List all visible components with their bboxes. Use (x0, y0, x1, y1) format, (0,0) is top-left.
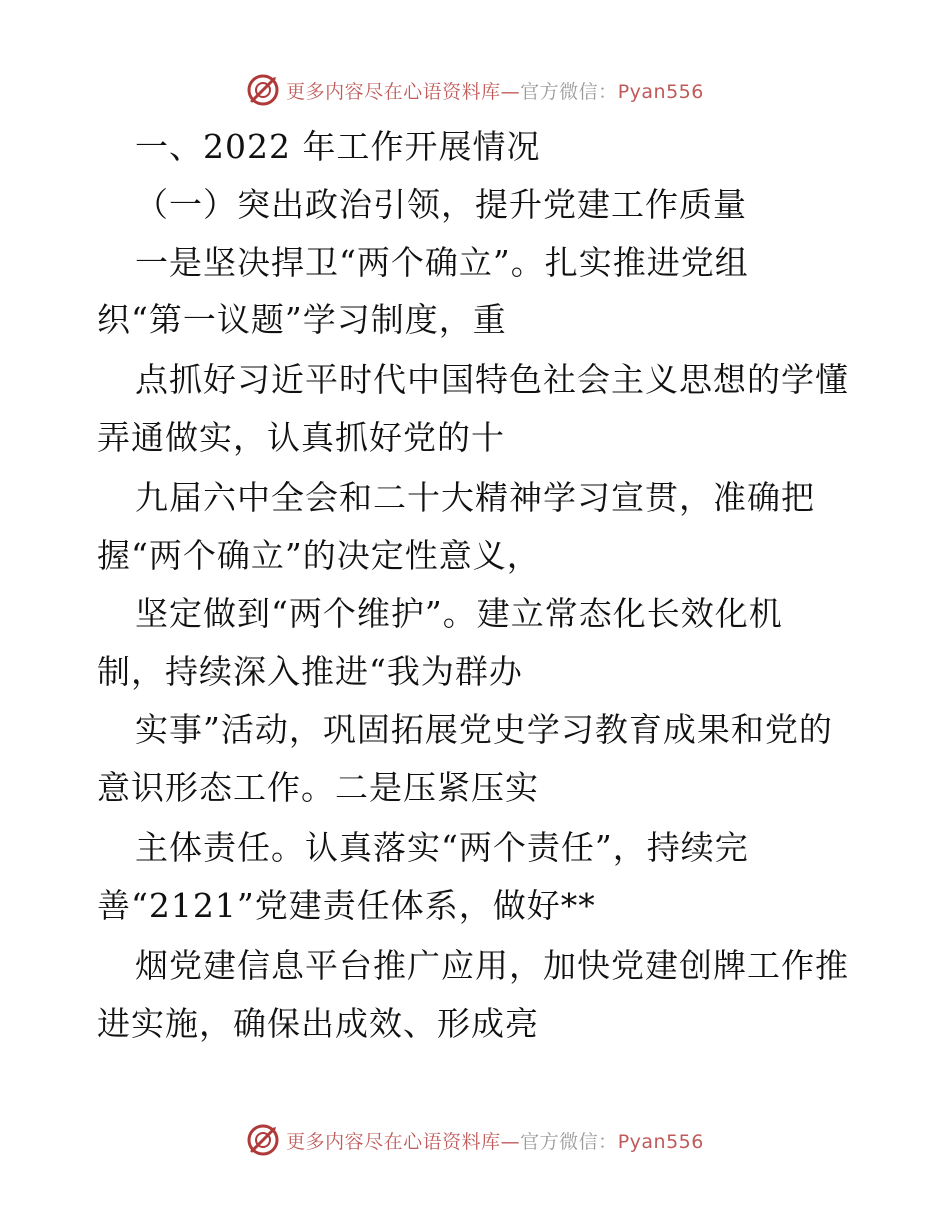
footer-banner-meta: 官方微信： (520, 1130, 618, 1153)
footer-banner-main: 更多内容尽在心语资料库 (286, 1130, 501, 1153)
paragraph-line: 主体责任。认真落实“两个责任”，持续完 (135, 828, 749, 867)
paragraph-line: 一是坚决捍卫“两个确立”。扎实推进党组 (135, 243, 749, 282)
footer-watermark-banner (0, 1120, 950, 1160)
header-banner-main: 更多内容尽在心语资料库 (286, 80, 501, 103)
header-banner-meta: 官方微信： (520, 80, 618, 103)
paragraph-line: 制，持续深入推进“我为群办 (97, 652, 523, 691)
footer-banner-separator: — (500, 1130, 521, 1153)
header-banner-separator: — (500, 80, 521, 103)
paragraph-line: 实事”活动，巩固拓展党史学习教育成果和党的 (135, 710, 833, 749)
paragraph-line: 进实施，确保出成效、形成亮 (97, 1004, 539, 1043)
footer-banner-wechat-id: Pyan556 (617, 1130, 704, 1153)
paragraph-line: 烟党建信息平台推广应用，加快党建创牌工作推 (135, 946, 849, 985)
paragraph-line: 织“第一议题”学习制度，重 (97, 300, 507, 339)
footer-banner-text (286, 1127, 704, 1154)
header-watermark-banner (0, 70, 950, 110)
paragraph-line: 九届六中全会和二十大精神学习宣贯，准确把 (135, 478, 815, 517)
paragraph-line: 意识形态工作。二是压紧压实 (97, 768, 539, 807)
header-banner-text (286, 77, 704, 104)
paragraph-line: 坚定做到“两个维护”。建立常态化长效化机 (135, 594, 783, 633)
subsection-heading: （一）突出政治引领，提升党建工作质量 (135, 185, 747, 224)
header-banner-wechat-id: Pyan556 (617, 80, 704, 103)
brand-logo-icon (246, 73, 280, 107)
paragraph-line: 点抓好习近平时代中国特色社会主义思想的学懂 (135, 360, 849, 399)
paragraph-line: 善“2121”党建责任体系，做好** (97, 886, 596, 925)
section-heading: 一、2022 年工作开展情况 (135, 127, 541, 166)
paragraph-line: 握“两个确立”的决定性意义， (97, 536, 541, 575)
brand-logo-icon (246, 1123, 280, 1157)
paragraph-line: 弄通做实，认真抓好党的十 (97, 418, 505, 457)
